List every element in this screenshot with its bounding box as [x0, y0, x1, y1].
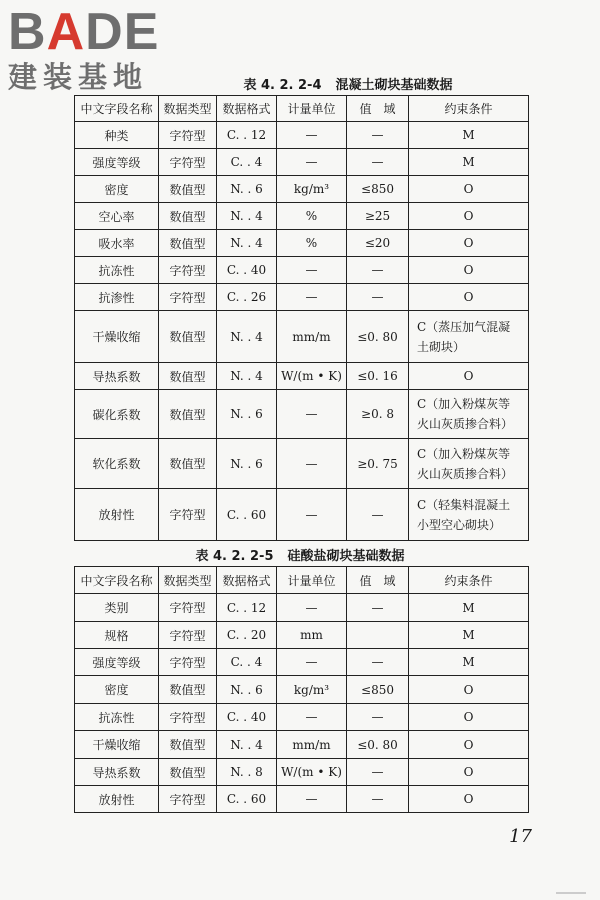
- table1-number: 表 4. 2. 2-4: [243, 78, 322, 93]
- table-cell: —: [277, 649, 347, 676]
- table-cell: C. . 26: [217, 284, 277, 311]
- table-row: [75, 176, 529, 203]
- table1-title: 混凝土砌块基础数据: [335, 78, 453, 93]
- table-cell: O: [409, 230, 529, 257]
- table-row: [75, 649, 529, 676]
- table-cell: O: [409, 176, 529, 203]
- table-row: [75, 786, 529, 813]
- table-cell: 字符型: [159, 786, 217, 813]
- table-cell: 密度: [75, 176, 159, 203]
- table-cell: O: [409, 786, 529, 813]
- table-cell: N. . 6: [217, 176, 277, 203]
- column-header: 中文字段名称: [75, 96, 159, 122]
- column-header: 中文字段名称: [75, 567, 159, 594]
- table-cell: 空心率: [75, 203, 159, 230]
- column-header: 数据类型: [159, 567, 217, 594]
- table-cell: —: [277, 594, 347, 622]
- table-cell: 字符型: [159, 594, 217, 622]
- table-cell: N. . 4: [217, 230, 277, 257]
- logo-letter: D: [85, 3, 124, 61]
- page-number: 17: [509, 826, 532, 847]
- table-cell: C. . 40: [217, 257, 277, 284]
- table-cell: O: [409, 704, 529, 731]
- table-cell: N. . 6: [217, 676, 277, 704]
- table-cell: —: [347, 649, 409, 676]
- table-cell: 数值型: [159, 731, 217, 759]
- table-cell: —: [277, 439, 347, 489]
- table-cell: 干燥收缩: [75, 731, 159, 759]
- table-cell: —: [347, 786, 409, 813]
- table-cell: C. . 12: [217, 122, 277, 149]
- table2-caption: [0, 545, 600, 564]
- column-header: 值 域: [347, 567, 409, 594]
- table-cell: N. . 4: [217, 311, 277, 363]
- table-cell: —: [347, 759, 409, 786]
- table-row: [75, 731, 529, 759]
- table-cell: mm/m: [277, 731, 347, 759]
- table-cell: N. . 6: [217, 439, 277, 489]
- table-cell: 强度等级: [75, 649, 159, 676]
- table-cell: —: [277, 149, 347, 176]
- table-cell: 数值型: [159, 439, 217, 489]
- table-cell: N. . 4: [217, 731, 277, 759]
- table-cell: 字符型: [159, 622, 217, 649]
- table-cell: 类别: [75, 594, 159, 622]
- table-cell: —: [347, 489, 409, 541]
- table-cell: ≤20: [347, 230, 409, 257]
- table-cell: M: [409, 149, 529, 176]
- column-header: 计量单位: [277, 96, 347, 122]
- table2-title: 硅酸盐砌块基础数据: [287, 549, 405, 564]
- table-cell: M: [409, 649, 529, 676]
- table-row: [75, 704, 529, 731]
- table-row: [75, 203, 529, 230]
- table-cell: O: [409, 759, 529, 786]
- table-cell: C（蒸压加气混凝土砌块）: [409, 311, 529, 363]
- table-cell: N. . 4: [217, 203, 277, 230]
- table-row: [75, 363, 529, 390]
- table-cell: 数值型: [159, 363, 217, 390]
- table-cell: 规格: [75, 622, 159, 649]
- table-cell: 导热系数: [75, 759, 159, 786]
- column-header: 值 域: [347, 96, 409, 122]
- table-cell: W/(m • K): [277, 759, 347, 786]
- table-cell: O: [409, 257, 529, 284]
- table-cell: C（加入粉煤灰等火山灰质掺合料）: [409, 390, 529, 439]
- table-row: [75, 311, 529, 363]
- table-cell: —: [347, 257, 409, 284]
- table1: [74, 95, 529, 541]
- table-cell: ≤0. 16: [347, 363, 409, 390]
- table-cell: ≤850: [347, 676, 409, 704]
- table-cell: O: [409, 731, 529, 759]
- table-cell: 数值型: [159, 759, 217, 786]
- table-cell: O: [409, 676, 529, 704]
- table-cell: ≤0. 80: [347, 311, 409, 363]
- table-row: [75, 230, 529, 257]
- table-cell: ≤850: [347, 176, 409, 203]
- table-cell: 字符型: [159, 649, 217, 676]
- table-cell: 抗冻性: [75, 704, 159, 731]
- table-cell: M: [409, 594, 529, 622]
- table-cell: 软化系数: [75, 439, 159, 489]
- table-cell: O: [409, 284, 529, 311]
- table-cell: mm: [277, 622, 347, 649]
- table-row: [75, 439, 529, 489]
- table-cell: C. . 4: [217, 649, 277, 676]
- table-row: [75, 284, 529, 311]
- column-header: 约束条件: [409, 96, 529, 122]
- table-cell: 字符型: [159, 489, 217, 541]
- column-header: 数据格式: [217, 567, 277, 594]
- table-row: [75, 676, 529, 704]
- table-cell: 强度等级: [75, 149, 159, 176]
- column-header: 数据类型: [159, 96, 217, 122]
- table-cell: —: [347, 122, 409, 149]
- table-cell: 字符型: [159, 704, 217, 731]
- table-cell: 字符型: [159, 257, 217, 284]
- table-cell: —: [277, 489, 347, 541]
- column-header: 计量单位: [277, 567, 347, 594]
- table-cell: —: [347, 149, 409, 176]
- table-cell: mm/m: [277, 311, 347, 363]
- table-cell: —: [277, 284, 347, 311]
- table-cell: 抗冻性: [75, 257, 159, 284]
- header-row: [75, 96, 529, 122]
- table-cell: N. . 8: [217, 759, 277, 786]
- table-row: [75, 390, 529, 439]
- table-cell: 字符型: [159, 122, 217, 149]
- table-cell: ≥0. 75: [347, 439, 409, 489]
- table-cell: —: [277, 704, 347, 731]
- table-cell: kg/m³: [277, 176, 347, 203]
- scan-mark: [556, 892, 586, 894]
- table-cell: N. . 6: [217, 390, 277, 439]
- table-cell: N. . 4: [217, 363, 277, 390]
- table-cell: ≤0. 80: [347, 731, 409, 759]
- table-row: [75, 122, 529, 149]
- table-cell: C. . 40: [217, 704, 277, 731]
- logo-subtitle: 建装基地: [8, 60, 149, 94]
- table-cell: O: [409, 363, 529, 390]
- table-cell: 数值型: [159, 203, 217, 230]
- table-cell: 密度: [75, 676, 159, 704]
- table-cell: %: [277, 203, 347, 230]
- table-cell: 种类: [75, 122, 159, 149]
- table-cell: 数值型: [159, 230, 217, 257]
- table-cell: O: [409, 203, 529, 230]
- table-cell: —: [347, 594, 409, 622]
- table1-caption: [48, 74, 600, 93]
- table-row: [75, 149, 529, 176]
- table-cell: [347, 622, 409, 649]
- table-cell: ≥25: [347, 203, 409, 230]
- table-cell: C. . 20: [217, 622, 277, 649]
- table-cell: —: [277, 390, 347, 439]
- table-cell: 抗渗性: [75, 284, 159, 311]
- table-cell: C. . 60: [217, 489, 277, 541]
- table-row: [75, 759, 529, 786]
- table-cell: —: [347, 704, 409, 731]
- table-cell: C. . 12: [217, 594, 277, 622]
- table-cell: 放射性: [75, 489, 159, 541]
- table2-number: 表 4. 2. 2-5: [195, 549, 274, 564]
- table-cell: 字符型: [159, 149, 217, 176]
- table-cell: M: [409, 122, 529, 149]
- logo-letter: E: [123, 3, 160, 61]
- table-cell: 导热系数: [75, 363, 159, 390]
- table-cell: —: [277, 786, 347, 813]
- table-cell: C（轻集料混凝土小型空心砌块）: [409, 489, 529, 541]
- table-cell: %: [277, 230, 347, 257]
- table-cell: M: [409, 622, 529, 649]
- table-cell: 数值型: [159, 311, 217, 363]
- table-cell: 数值型: [159, 676, 217, 704]
- table-cell: 干燥收缩: [75, 311, 159, 363]
- table-row: [75, 622, 529, 649]
- table-cell: 字符型: [159, 284, 217, 311]
- logo-letter: B: [8, 3, 47, 61]
- table-cell: 数值型: [159, 176, 217, 203]
- logo-letter-accent: A: [46, 3, 86, 61]
- table-cell: —: [277, 122, 347, 149]
- table-cell: —: [347, 284, 409, 311]
- table-cell: 数值型: [159, 390, 217, 439]
- table-row: [75, 257, 529, 284]
- table-row: [75, 594, 529, 622]
- table-cell: ≥0. 8: [347, 390, 409, 439]
- table-cell: C（加入粉煤灰等火山灰质掺合料）: [409, 439, 529, 489]
- table-cell: W/(m • K): [277, 363, 347, 390]
- logo-wordmark: [8, 4, 159, 60]
- table-cell: C. . 4: [217, 149, 277, 176]
- table-row: [75, 489, 529, 541]
- column-header: 约束条件: [409, 567, 529, 594]
- table-cell: kg/m³: [277, 676, 347, 704]
- header-row: [75, 567, 529, 594]
- table-cell: —: [277, 257, 347, 284]
- table-cell: 放射性: [75, 786, 159, 813]
- table-cell: C. . 60: [217, 786, 277, 813]
- table-cell: 碳化系数: [75, 390, 159, 439]
- table-cell: 吸水率: [75, 230, 159, 257]
- table2: [74, 566, 529, 813]
- column-header: 数据格式: [217, 96, 277, 122]
